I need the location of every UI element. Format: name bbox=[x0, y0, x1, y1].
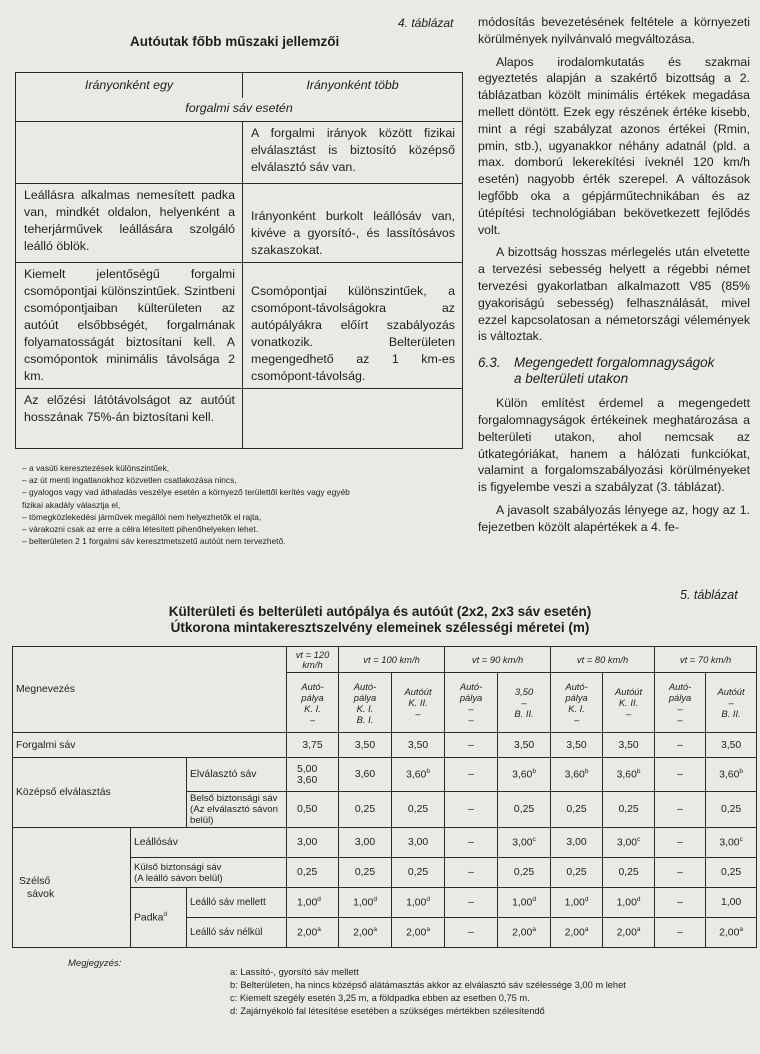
table-cell: – bbox=[655, 758, 706, 792]
note-line: – tömegközlekedési járművek megállói nem helyezhetők el rajta, bbox=[22, 511, 262, 522]
table-cell: 3,60$^b$ bbox=[706, 758, 757, 792]
table-cell: – bbox=[655, 858, 706, 888]
table-cell: 3,50 bbox=[603, 733, 655, 758]
section-title-line2: a belterületi utakon bbox=[514, 371, 629, 387]
table-cell: 1,00 bbox=[706, 888, 757, 918]
table-cell: 1,00$^d$ bbox=[498, 888, 551, 918]
table-cell: 0,25 bbox=[498, 858, 551, 888]
table4-header-col2: Irányonként több bbox=[243, 73, 463, 99]
row-label: Forgalmi sáv bbox=[13, 733, 287, 758]
table4-cell: Kiemelt jelentőségű forgalmi csomópontjai különszintűek. Szintbeni csomópontjaiban külterületen az autóút elsőbbségét, forgalmának folyamatosságát biztosítani kell. A csomópontok minimális távolsága 2 km. bbox=[16, 263, 243, 389]
row-label: Elválasztó sáv bbox=[187, 758, 287, 792]
table-row bbox=[13, 733, 757, 758]
table-cell: 0,25 bbox=[706, 858, 757, 888]
table5-title-line1: Külterületi és belterületi autópálya és autóút (2x2, 2x3 sáv esetén) bbox=[168, 604, 592, 619]
megnevezes-header: Megnevezés bbox=[13, 647, 287, 733]
table-cell: 0,25 bbox=[551, 858, 603, 888]
table-cell: 3,50 bbox=[551, 733, 603, 758]
table4-cell: Csomópontjai különszintűek, a csomópont-távolságokra az autópályákra előírt szabályozás vonatkozik. Belterületen megengedhető az 1 km-es csomópont-távolság. bbox=[243, 263, 463, 389]
speed-header: vt = 70 km/h bbox=[655, 647, 757, 673]
speed-header: vt = 120 km/h bbox=[287, 647, 339, 673]
table-cell: 0,25 bbox=[551, 792, 603, 828]
note-line: d: Zajárnyékoló fal létesítése esetében a szükséges mértékben szélesítendő bbox=[230, 1006, 545, 1016]
table-cell: 0,25 bbox=[287, 858, 339, 888]
table4-notes bbox=[22, 462, 462, 547]
table-cell: 2,00$^a$ bbox=[339, 918, 392, 948]
note-line: – az út menti ingatlanokhoz közvetlen csatlakozása nincs, bbox=[22, 475, 237, 486]
table-cell: 1,00$^d$ bbox=[603, 888, 655, 918]
table-cell: 3,00 bbox=[392, 828, 445, 858]
subheader-cell: 3,50 – B. II. bbox=[498, 673, 551, 733]
note-line: fizikai akadály választja el, bbox=[22, 499, 121, 510]
table5-notes bbox=[230, 966, 626, 1018]
table-cell: – bbox=[655, 733, 706, 758]
paragraph: A javasolt szabályozás lényege az, hogy az 1. fejezetben közölt alapértékek a 4. fe- bbox=[478, 502, 750, 534]
table-row bbox=[13, 758, 757, 792]
table4-cell bbox=[243, 389, 463, 449]
table4-number: 4. táblázat bbox=[398, 16, 454, 30]
table-cell: – bbox=[445, 733, 498, 758]
table4-cell: A forgalmi irányok között fizikai elválasztást is biztosító középső elválasztó sáv van. bbox=[243, 122, 463, 184]
row-label: Külső biztonsági sáv (A leálló sávon belül) bbox=[131, 858, 287, 888]
table4-title: Autóutak főbb műszaki jellemzői bbox=[130, 34, 340, 49]
table-cell: 0,25 bbox=[603, 792, 655, 828]
table-cell: 0,25 bbox=[339, 858, 392, 888]
table-cell: 2,00$^a$ bbox=[706, 918, 757, 948]
table-cell: 0,25 bbox=[603, 858, 655, 888]
table-cell: – bbox=[445, 828, 498, 858]
table-cell: – bbox=[655, 792, 706, 828]
row-label: Leállósáv bbox=[131, 828, 287, 858]
table4-header-col1: Irányonként egy bbox=[16, 73, 243, 99]
table-cell: – bbox=[655, 888, 706, 918]
table4-cell: Irányonként burkolt leállósáv van, kivéve a gyorsító-, és lassítósávos szakaszokat. bbox=[243, 184, 463, 263]
table4-cell bbox=[16, 122, 243, 184]
note-line: a: Lassító-, gyorsító sáv mellett bbox=[230, 967, 359, 977]
table-cell: 1,00$^d$ bbox=[551, 888, 603, 918]
note-line: – belterületen 2 1 forgalmi sáv keresztmetszetű autóút nem tervezhető. bbox=[22, 536, 286, 547]
speed-header: vt = 80 km/h bbox=[551, 647, 655, 673]
table-cell: 1,00$^d$ bbox=[287, 888, 339, 918]
table-cell: – bbox=[445, 858, 498, 888]
paragraph: A bizottság hosszas mérlegelés után elvetette a tervezési sebesség helyett a régebbi német tervezési gyakorlatban alkalmazott V85 (85% gyakoriságú sebesség) felhasználását, mivel ezzel kapcsolatosan a németországi vélemények is változtak. bbox=[478, 245, 750, 344]
table-cell: 3,00$^c$ bbox=[706, 828, 757, 858]
table5-title-line2: Útkorona mintakeresztszelvény elemeinek szélességi méretei (m) bbox=[170, 620, 590, 635]
table4-header-span: forgalmi sáv esetén bbox=[16, 98, 463, 122]
table-cell: 3,60 bbox=[339, 758, 392, 792]
table5-title bbox=[0, 604, 760, 636]
section-number: 6.3. bbox=[478, 355, 501, 371]
table-cell: – bbox=[445, 792, 498, 828]
table-cell: 0,25 bbox=[339, 792, 392, 828]
speed-header: vt = 100 km/h bbox=[339, 647, 445, 673]
note-line: – a vasúti keresztezések különszintűek, bbox=[22, 463, 170, 473]
table-cell: 0,25 bbox=[706, 792, 757, 828]
subheader-cell: Autóút K. II. – bbox=[392, 673, 445, 733]
subheader-cell: Autóút – B. II. bbox=[706, 673, 757, 733]
table-cell: 3,50 bbox=[498, 733, 551, 758]
paragraph: Külön említést érdemel a megengedett forgalomnagyságok értékeinek meghatározása a belterületi utakon, ahol nemcsak az útkategóriákat, hanem a hálózati funkciókat, valamint a forgalomszabályozási körülményeket is figyelembe veszi a szabályzat (3. táblázat). bbox=[478, 396, 750, 495]
row-group-label: Középső elválasztás bbox=[13, 758, 187, 828]
paragraph: Alapos irodalomkutatás és szakmai egyeztetés alapján a szakértő bizottság a 2. táblázatban közölt minimális értékek megadása mellett döntött. Ezek egy részének értéke kisebb, mint a régi szabályzat azonos értékei (Rmin, pmin, stb.), ugyanakkor néhány adatnál (pld. a max. domború lekerekítési íveknél 120 km/h esetén) nagyobb érték szerepel. A változások legfőbb oka a gépjárműtechnikában és az útépítési technológiában bekövetkezett fejlődés volt. bbox=[478, 54, 750, 237]
table-cell: 3,50 bbox=[339, 733, 392, 758]
table-cell: 0,25 bbox=[392, 858, 445, 888]
table-cell: 1,00$^d$ bbox=[339, 888, 392, 918]
table-cell: 0,25 bbox=[498, 792, 551, 828]
note-line: – várakozni csak az erre a célra létesített pihenőhelyeken lehet. bbox=[22, 524, 259, 535]
table-row bbox=[13, 828, 757, 858]
table-cell: 5,00 3,60 bbox=[287, 758, 339, 792]
table-cell: – bbox=[445, 918, 498, 948]
speed-header: vt = 90 km/h bbox=[445, 647, 551, 673]
table-cell: – bbox=[445, 888, 498, 918]
table-cell: 2,00$^a$ bbox=[603, 918, 655, 948]
table-cell: – bbox=[655, 828, 706, 858]
table-cell: 2,00$^a$ bbox=[498, 918, 551, 948]
table5 bbox=[12, 646, 757, 948]
table-cell: 3,00$^c$ bbox=[603, 828, 655, 858]
row-group-label: Szélső sávok bbox=[13, 828, 131, 948]
section-title: Megengedett forgalomnagyságok bbox=[514, 355, 715, 371]
table-cell: 3,50 bbox=[392, 733, 445, 758]
row-label: Leálló sáv mellett bbox=[187, 888, 287, 918]
table-cell: 3,00 bbox=[551, 828, 603, 858]
paragraph: módosítás bevezetésének feltétele a környezeti körülmények nyilvánvaló megváltozása. bbox=[478, 15, 750, 46]
table5-notes-header: Megjegyzés: bbox=[68, 958, 122, 969]
table-cell: 0,50 bbox=[287, 792, 339, 828]
table-cell: 0,25 bbox=[392, 792, 445, 828]
row-label: Leálló sáv nélkül bbox=[187, 918, 287, 948]
table-cell: 2,00$^a$ bbox=[392, 918, 445, 948]
subheader-cell: Autó- pálya K. I. – bbox=[551, 673, 603, 733]
section-heading bbox=[478, 355, 750, 387]
table-cell: 3,60$^b$ bbox=[392, 758, 445, 792]
table5-number: 5. táblázat bbox=[680, 588, 738, 602]
subheader-cell: Autóút K. II. – bbox=[603, 673, 655, 733]
subheader-cell: Autó- pálya – – bbox=[655, 673, 706, 733]
table-cell: – bbox=[445, 758, 498, 792]
table-cell: 3,60$^b$ bbox=[603, 758, 655, 792]
table-cell: 3,00 bbox=[339, 828, 392, 858]
row-label: Belső biztonsági sáv (Az elválasztó sávon belül) bbox=[187, 792, 287, 828]
table-cell: 3,60$^b$ bbox=[551, 758, 603, 792]
table-cell: – bbox=[655, 918, 706, 948]
table-cell: 1,00$^d$ bbox=[392, 888, 445, 918]
table-cell: 2,00$^a$ bbox=[551, 918, 603, 948]
table-cell: 3,75 bbox=[287, 733, 339, 758]
subheader-cell: Autó- pálya K. I. B. I. bbox=[339, 673, 392, 733]
subheader-cell: Autó- pálya – – bbox=[445, 673, 498, 733]
table-cell: 3,60$^b$ bbox=[498, 758, 551, 792]
note-line: – gyalogos vagy vad áthaladás veszélye esetén a környező területtől kerítés vagy egyéb bbox=[22, 487, 350, 498]
subheader-cell: Autó- pálya K. I. – bbox=[287, 673, 339, 733]
table-cell: 3,00$^c$ bbox=[498, 828, 551, 858]
note-line: c: Kiemelt szegély esetén 3,25 m, a földpadka ebben az esetben 0,75 m. bbox=[230, 993, 530, 1003]
table4 bbox=[15, 72, 463, 449]
table4-cell: Az előzési látótávolságot az autóút hosszának 75%-án biztosítani kell. bbox=[16, 389, 243, 449]
table-cell: 3,00 bbox=[287, 828, 339, 858]
right-column-text bbox=[478, 14, 750, 542]
row-label: Padka$^d$ bbox=[131, 888, 187, 948]
table-cell: 2,00$^a$ bbox=[287, 918, 339, 948]
table-cell: 3,50 bbox=[706, 733, 757, 758]
table4-cell: Leállásra alkalmas nemesített padka van, mindkét oldalon, helyenként a teherjárművek leállására szolgáló leálló öblök. bbox=[16, 184, 243, 263]
note-line: b: Belterületen, ha nincs középső alátámasztás akkor az elválasztó sáv szélessége 3,00 m lehet bbox=[230, 980, 626, 990]
